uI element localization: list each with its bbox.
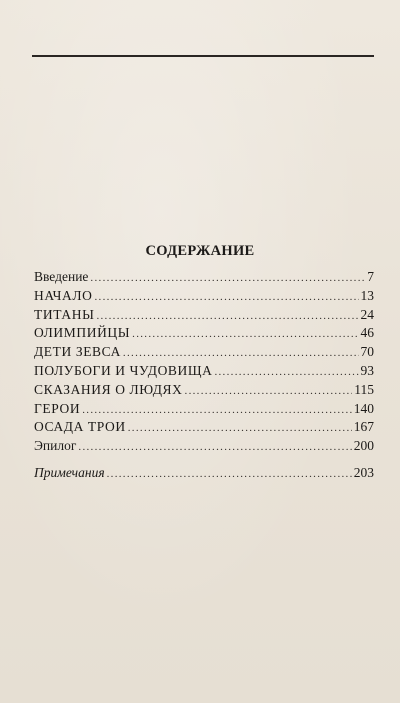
toc-entry-page: 70 xyxy=(360,344,374,360)
toc-entry-label: Эпилог xyxy=(34,438,77,454)
dot-leader xyxy=(185,382,353,400)
dot-leader xyxy=(82,401,352,419)
toc-entry xyxy=(34,418,374,437)
table-of-contents xyxy=(34,268,374,483)
dot-leader xyxy=(107,465,352,483)
toc-entry-page: 46 xyxy=(360,325,374,341)
toc-entry xyxy=(34,437,374,456)
toc-entry-label: ОЛИМПИЙЦЫ xyxy=(34,325,131,341)
page-title: СОДЕРЖАНИЕ xyxy=(145,243,255,259)
toc-entry-page: 140 xyxy=(353,400,374,416)
toc-entry xyxy=(34,268,374,287)
dot-leader xyxy=(78,438,351,456)
toc-entry-page: 115 xyxy=(354,381,374,397)
dot-leader xyxy=(94,288,358,306)
toc-entry-label: Примечания xyxy=(34,464,105,480)
toc-entry-page: 167 xyxy=(353,419,374,435)
toc-entry-page: 13 xyxy=(360,287,374,303)
toc-entry xyxy=(34,381,374,400)
toc-entry-page: 7 xyxy=(367,269,374,284)
toc-entry-label: СКАЗАНИЯ О ЛЮДЯХ xyxy=(34,381,183,397)
toc-entry xyxy=(34,362,374,381)
toc-entry-notes xyxy=(34,464,374,483)
toc-entry-label: ОСАДА ТРОИ xyxy=(34,419,126,435)
dot-leader xyxy=(128,419,352,437)
toc-entry xyxy=(34,306,374,325)
toc-entry-label: Введение xyxy=(34,269,89,284)
dot-leader xyxy=(123,344,359,362)
dot-leader xyxy=(214,363,358,381)
toc-entry-label: ПОЛУБОГИ И ЧУДОВИЩА xyxy=(34,362,213,378)
toc-entry-label: ТИТАНЫ xyxy=(34,306,95,322)
toc-entry-page: 200 xyxy=(353,438,374,454)
dot-leader xyxy=(90,269,365,287)
header-rule xyxy=(32,55,374,57)
toc-entry-label: НАЧАЛО xyxy=(34,287,93,303)
toc-entry-page: 203 xyxy=(353,464,374,480)
toc-entry-label: ДЕТИ ЗЕВСА xyxy=(34,344,121,360)
toc-entry xyxy=(34,324,374,343)
toc-entry xyxy=(34,400,374,419)
toc-entry xyxy=(34,343,374,362)
toc-entry-page: 93 xyxy=(360,362,374,378)
toc-entry xyxy=(34,287,374,306)
toc-entry-label: ГЕРОИ xyxy=(34,400,81,416)
toc-entry-page: 24 xyxy=(360,306,374,322)
dot-leader xyxy=(132,325,358,343)
dot-leader xyxy=(96,307,358,325)
